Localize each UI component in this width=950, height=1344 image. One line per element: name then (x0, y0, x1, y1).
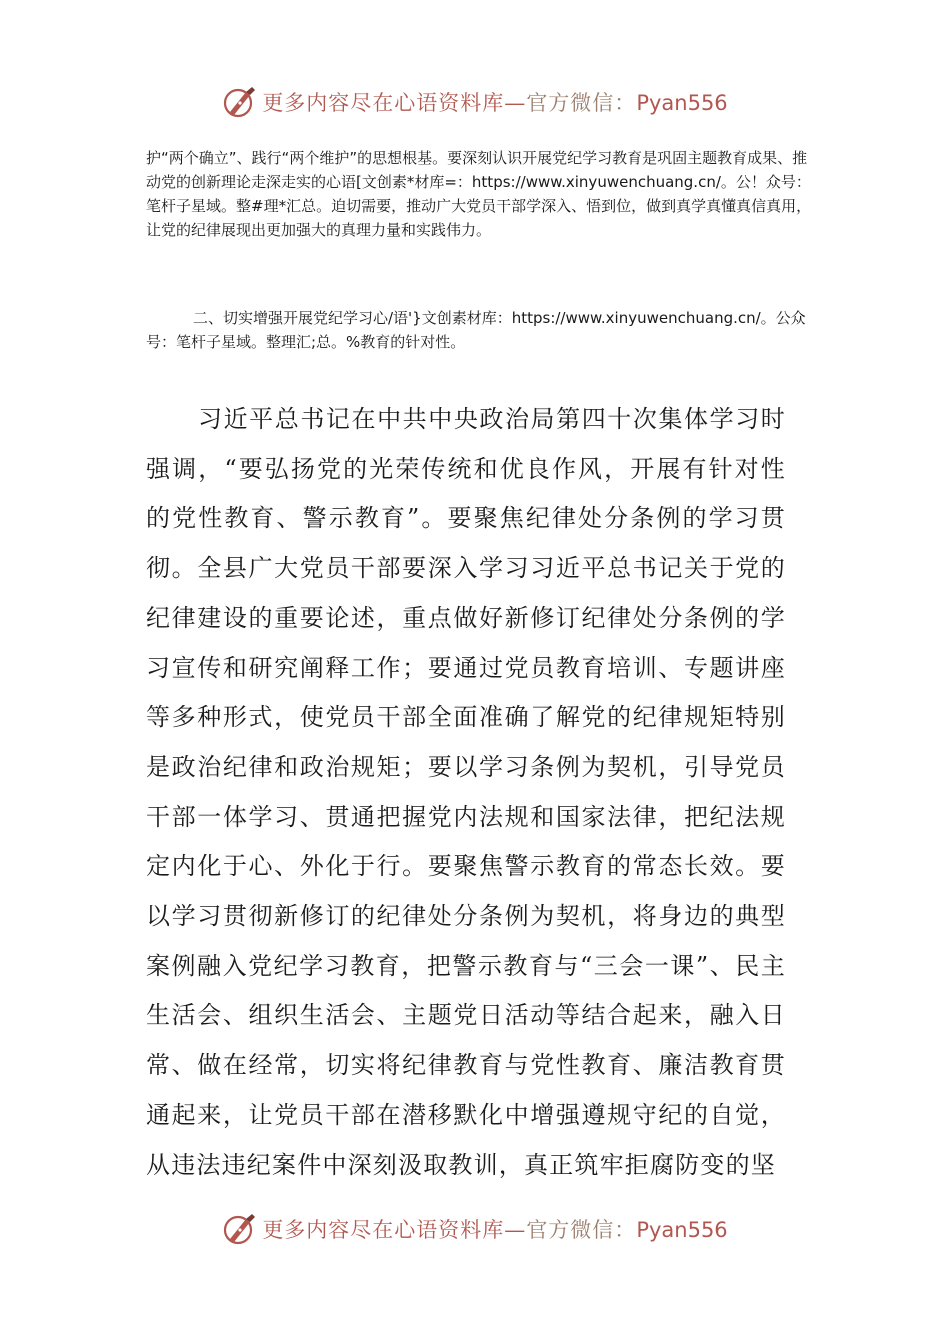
pen-nib-logo-icon (222, 84, 258, 120)
banner-main-text: 更多内容尽在心语资料库— (262, 1218, 527, 1242)
paragraph-main: 习近平总书记在中共中央政治局第四十次集体学习时强调，“要弘扬党的光荣传统和优良作风，开展有针对性的党性教育、警示教育”。要聚焦纪律处分条例的学习贯彻。全县广大党员干部要深入学习习近平总书记关于党的纪律建设的重要论述，重点做好新修订纪律处分条例的学习宣传和研究阐释工作；要通过党员教育培训、专题讲座等多种形式，使党员干部全面准确了解党的纪律规矩特别是政治纪律和政治规矩；要以学习条例为契机，引导党员干部一体学习、贯通把握党内法规和国家法律，把纪法规定内化于心、外化于行。要聚焦警示教育的常态长效。要以学习贯彻新修订的纪律处分条例为契机，将身边的典型案例融入党纪学习教育，把警示教育与“三会一课”、民主生活会、组织生活会、主题党日活动等结合起来，融入日常、做在经常，切实将纪律教育与党性教育、廉洁教育贯通起来，让党员干部在潜移默化中增强遵规守纪的自觉，从违法违纪案件中深刻汲取教训，真正筑牢拒腐防变的坚 (146, 405, 786, 1179)
footer-banner (0, 1209, 950, 1249)
banner-wechat-label: 官方微信： (526, 91, 637, 115)
banner-text (262, 1214, 727, 1244)
pen-nib-logo-icon (222, 1211, 258, 1247)
section-heading-2: 二、切实增强开展党纪学习心/语'}文创素材库：https://www.xinyuwenchuang.cn/。公众号：笔杆子星域。整理汇;总。%教育的针对性。 (146, 309, 806, 351)
banner-main-text: 更多内容尽在心语资料库— (262, 91, 527, 115)
header-banner (0, 82, 950, 122)
banner-wechat-id: Pyan556 (636, 91, 728, 115)
paragraph-continuation: 护“两个确立”、践行“两个维护”的思想根基。要深刻认识开展党纪学习教育是巩固主题教育成果、推动党的创新理论走深走实的心语[文创素*材库=：https://www.xinyuwenchuang.cn/。公！众号：笔杆子星域。整#理*汇总。迫切需要，推动广大党员干部学深入、悟到位，做到真学真懂真信真用，让党的纪律展现出更加强大的真理力量和实践伟力。 (146, 149, 812, 239)
banner-wechat-label: 官方微信： (526, 1218, 637, 1242)
banner-wechat-id: Pyan556 (636, 1218, 728, 1242)
banner-text (262, 87, 727, 117)
